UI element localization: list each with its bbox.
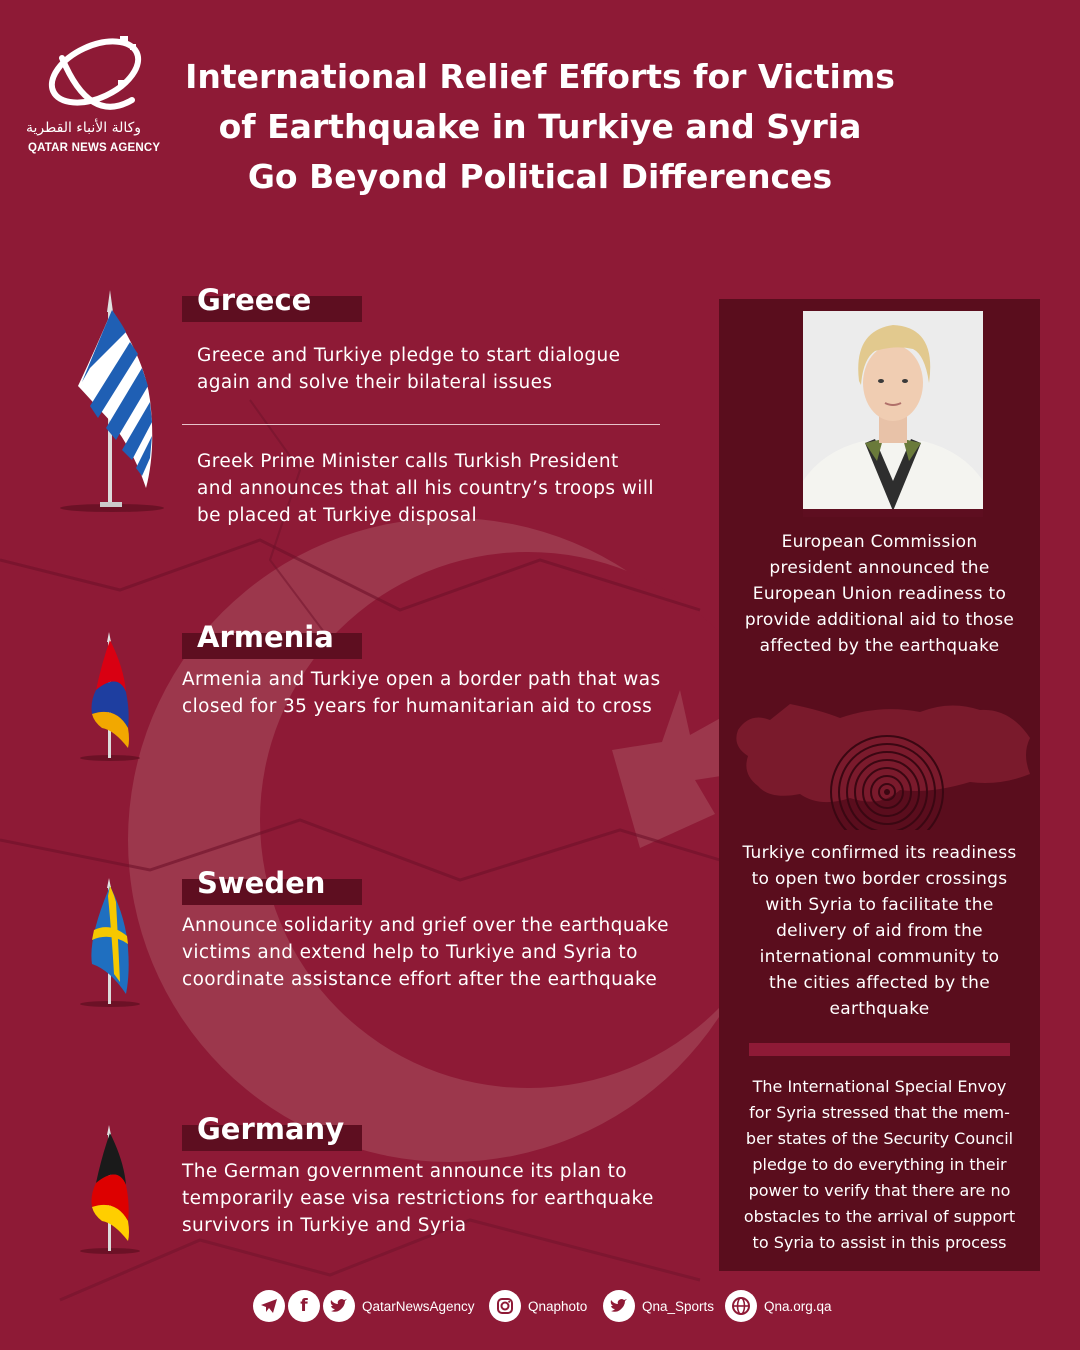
text-line: provide additional aid to those (744, 610, 1015, 630)
text-line: coordinate assistance effort after the earthquake (182, 969, 658, 990)
page-title (180, 52, 900, 202)
text-line: earthquake (829, 999, 930, 1019)
social-photo[interactable] (489, 1290, 587, 1322)
title-line-1: International Relief Efforts for Victims (185, 57, 895, 96)
eu-president-portrait (803, 311, 983, 517)
text-line: closed for 35 years for humanitarian aid to cross (182, 696, 653, 717)
divider (182, 424, 660, 425)
globe-icon[interactable] (725, 1290, 757, 1322)
greece-item-2 (197, 448, 654, 529)
text-line: to open two border crossings (751, 869, 1008, 889)
turkiye-statement (719, 840, 1040, 1022)
title-line-3: Go Beyond Political Differences (247, 157, 833, 196)
greece-item-1 (197, 342, 620, 396)
country-name-germany: Germany (197, 1112, 345, 1146)
text-line: the cities affected by the (769, 973, 990, 993)
social-website-url[interactable]: Qna.org.qa (764, 1298, 832, 1314)
text-line: survivors in Turkiye and Syria (182, 1215, 467, 1236)
social-handle-photo[interactable]: Qnaphoto (528, 1298, 588, 1314)
brand-name-arabic: وكالة الأنباء القطرية (26, 120, 142, 136)
social-sports[interactable] (603, 1290, 714, 1322)
text-line: with Syria to facilitate the (765, 895, 994, 915)
brand-name-english: QATAR NEWS AGENCY (28, 142, 161, 154)
instagram-icon[interactable] (489, 1290, 521, 1322)
text-line: ber states of the Security Council (745, 1129, 1014, 1148)
text-line: president announced the (769, 558, 990, 578)
sweden-item-1 (182, 912, 669, 993)
text-line: The German government announce its plan to (182, 1161, 628, 1182)
eu-statement (719, 529, 1040, 659)
social-handle-main[interactable]: QatarNewsAgency (362, 1298, 475, 1314)
panel-divider (749, 1043, 1010, 1056)
social-main[interactable] (253, 1290, 475, 1322)
text-line: Armenia and Turkiye open a border path that was (182, 669, 661, 690)
country-name-sweden: Sweden (197, 866, 326, 900)
text-line: victims and extend help to Turkiye and Syria to (182, 942, 638, 963)
text-line: European Commission (781, 532, 978, 552)
greece-flag-icon (60, 290, 170, 515)
country-name-armenia: Armenia (197, 620, 334, 654)
text-line: to Syria to assist in this process (752, 1233, 1007, 1252)
germany-flag-icon (80, 1125, 142, 1255)
twitter-icon[interactable] (323, 1290, 355, 1322)
social-website[interactable] (725, 1290, 832, 1322)
text-line: The International Special Envoy (752, 1077, 1007, 1096)
text-line: Greek Prime Minister calls Turkish President (197, 451, 619, 472)
text-line: for Syria stressed that the mem- (749, 1103, 1010, 1122)
armenia-flag-icon (80, 632, 142, 762)
country-name-greece: Greece (197, 283, 312, 317)
text-line: power to verify that there are no (748, 1181, 1011, 1200)
text-line: be placed at Turkiye disposal (197, 505, 478, 526)
text-line: Greece and Turkiye pledge to start dialogue (197, 345, 621, 366)
social-handle-sports[interactable]: Qna_Sports (642, 1298, 715, 1314)
text-line: pledge to do everything in their (752, 1155, 1007, 1174)
text-line: temporarily ease visa restrictions for earthquake (182, 1188, 654, 1209)
germany-item-1 (182, 1158, 654, 1239)
text-line: European Union readiness to (752, 584, 1007, 604)
qna-logo-icon (20, 30, 180, 160)
text-line: international community to (759, 947, 1000, 967)
facebook-icon[interactable]: f (288, 1290, 320, 1322)
text-line: again and solve their bilateral issues (197, 372, 553, 393)
turkiye-map-epicenter-icon (730, 690, 1040, 830)
armenia-item-1 (182, 666, 661, 720)
text-line: obstacles to the arrival of support (743, 1207, 1016, 1226)
text-line: Turkiye confirmed its readiness (742, 843, 1017, 863)
text-line: affected by the earthquake (759, 636, 1000, 656)
sweden-flag-icon (80, 878, 142, 1008)
twitter-icon[interactable] (603, 1290, 635, 1322)
text-line: Announce solidarity and grief over the earthquake (182, 915, 669, 936)
envoy-statement (719, 1074, 1040, 1256)
text-line: delivery of aid from the (776, 921, 983, 941)
title-line-2: of Earthquake in Turkiye and Syria (218, 107, 862, 146)
telegram-icon[interactable] (253, 1290, 285, 1322)
text-line: and announces that all his country’s troops will (197, 478, 654, 499)
